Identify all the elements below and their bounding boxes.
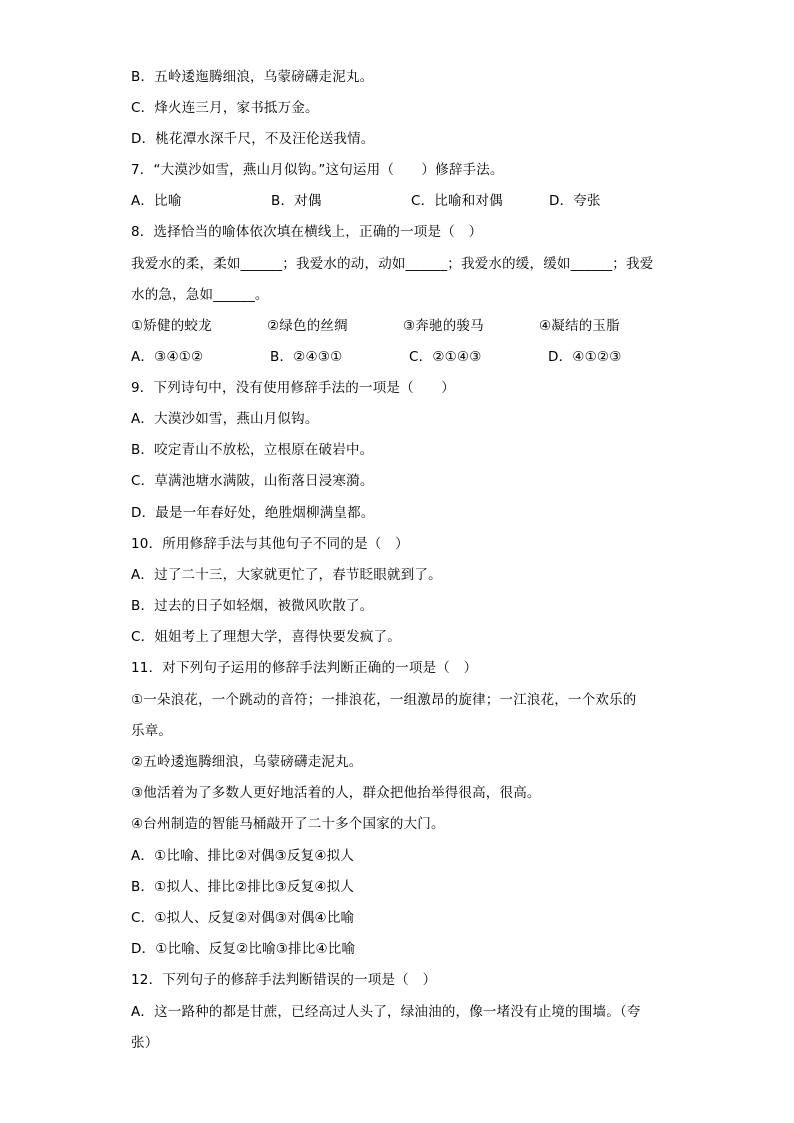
q8-options: [131, 349, 674, 365]
q6-option-c: C．烽火连三月，家书抵万金。: [131, 100, 319, 116]
q9-option-d: D．最是一年春好处，绝胜烟柳满皇都。: [131, 505, 375, 521]
question-10: 10．所用修辞手法与其他句子不同的是（ ）: [131, 536, 409, 552]
q9-option-b: B．咬定青山不放松，立根原在破岩中。: [131, 442, 374, 458]
q8-option-c: C．②①④③: [409, 349, 482, 365]
question-9: 9．下列诗句中，没有使用修辞手法的一项是（ ）: [131, 380, 455, 396]
q8-item-4: ④凝结的玉脂: [539, 318, 620, 334]
q9-option-c: C．草满池塘水满陂，山衔落日浸寒漪。: [131, 473, 374, 489]
q11-option-b: B．①拟人、排比②排比③反复④拟人: [131, 879, 355, 895]
q8-item-3: ③奔驰的骏马: [403, 318, 484, 334]
q8-items: [131, 318, 674, 334]
q10-option-b: B．过去的日子如轻烟，被微风吹散了。: [131, 598, 374, 614]
q7-option-b: B．对偶: [271, 193, 322, 209]
q8-option-b: B．②④③①: [270, 349, 343, 365]
q7-option-a: A．比喻: [131, 193, 182, 209]
q11-sentence-2: ②五岭逶迤腾细浪，乌蒙磅礴走泥丸。: [131, 754, 363, 770]
question-8: 8．选择恰当的喻体依次填在横线上，正确的一项是（ ）: [131, 224, 483, 240]
question-11: 11．对下列句子运用的修辞手法判断正确的一项是（ ）: [131, 660, 478, 676]
q11-option-c: C．①拟人、反复②对偶③对偶④比喻: [131, 910, 355, 926]
q11-sentence-1-cont: 乐章。: [131, 723, 173, 739]
q10-option-a: A．过了二十三，大家就更忙了，春节眨眼就到了。: [131, 567, 442, 583]
q8-item-1: ①矫健的蛟龙: [131, 318, 212, 334]
q6-option-b: B．五岭逶迤腾细浪，乌蒙磅礴走泥丸。: [131, 69, 374, 85]
q8-option-d: D．④①②③: [548, 349, 622, 365]
q8-passage-line-1: 我爱水的柔，柔如______；我爱水的动，动如______；我爱水的缓，缓如______；我爱: [131, 256, 654, 272]
question-12: 12．下列句子的修辞手法判断错误的一项是（ ）: [131, 972, 437, 988]
question-7: 7．“大漠沙如雪，燕山月似钩。”这句运用（ ）修辞手法。: [131, 162, 504, 178]
q9-option-a: A．大漠沙如雪，燕山月似钩。: [131, 411, 319, 427]
q7-option-d: D．夸张: [549, 193, 601, 209]
q8-passage-line-2: 水的急，急如______。: [131, 287, 269, 303]
q11-option-d: D．①比喻、反复②比喻③排比④比喻: [131, 941, 356, 957]
q10-option-c: C．姐姐考上了理想大学，喜得快要发疯了。: [131, 629, 401, 645]
q12-option-a: A．这一路种的都是甘蔗，已经高过人头了，绿油油的，像一堵没有止境的围墙。（夸: [131, 1004, 641, 1020]
q8-option-a: A．③④①②: [131, 349, 204, 365]
q11-option-a: A．①比喻、排比②对偶③反复④拟人: [131, 848, 355, 864]
q6-option-d: D．桃花潭水深千尺，不及汪伦送我情。: [131, 131, 375, 147]
q7-option-c: C．比喻和对偶: [411, 193, 503, 209]
q7-options: [131, 193, 674, 209]
q11-sentence-3: ③他活着为了多数人更好地活着的人，群众把他抬举得很高，很高。: [131, 785, 541, 801]
q12-option-a-cont: 张）: [131, 1035, 159, 1051]
q8-item-2: ②绿色的丝绸: [267, 318, 348, 334]
q11-sentence-1: ①一朵浪花，一个跳动的音符；一排浪花，一组激昂的旋律；一江浪花，一个欢乐的: [131, 692, 637, 708]
q11-sentence-4: ④台州制造的智能马桶敲开了二十多个国家的大门。: [131, 816, 445, 832]
